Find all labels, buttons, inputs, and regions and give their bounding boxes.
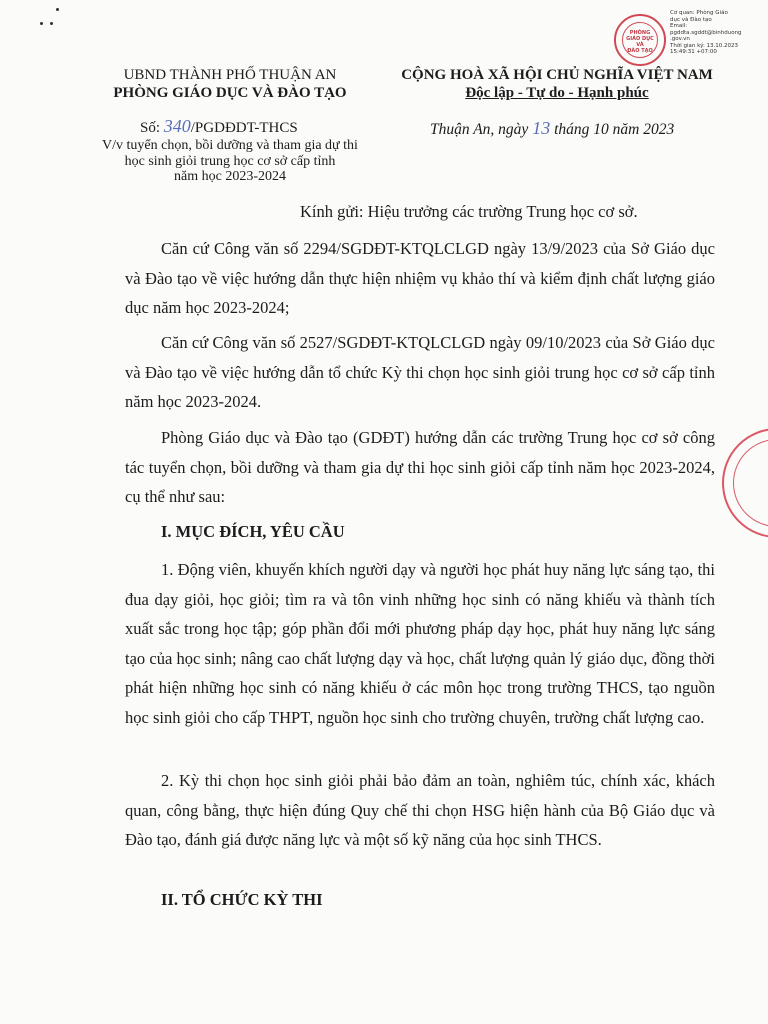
national-motto: Độc lập - Tự do - Hạnh phúc	[465, 85, 649, 101]
date-day-handwritten: 13	[532, 118, 551, 138]
date-suffix: tháng 10 năm 2023	[554, 121, 675, 138]
subject-line: năm học 2023-2024	[174, 169, 286, 184]
agency-header	[88, 66, 372, 102]
body-paragraph: Phòng Giáo dục và Đào tạo (GDĐT) hướng dẫn các trường Trung học cơ sở công tác tuyển chọn, bồi dưỡng và tham gia dự thi học sinh giỏi cấp tỉnh năm học 2023-2024, cụ thể như sau:	[125, 428, 715, 506]
signature-info-line: Thời gian ký: 13.10.2023	[670, 42, 739, 49]
doc-number-prefix: Số:	[140, 120, 161, 136]
doc-number-suffix: /PGDĐDT-THCS	[190, 120, 298, 136]
date-prefix: Thuận An, ngày	[430, 121, 529, 138]
scan-speck	[40, 22, 43, 25]
document-subject	[88, 138, 372, 185]
agency-line-2: PHÒNG GIÁO DỤC VÀ ĐÀO TẠO	[113, 85, 347, 101]
section-heading: I. MỤC ĐÍCH, YÊU CẦU	[161, 522, 345, 541]
document-date	[430, 118, 674, 139]
signature-info-line: Email:	[670, 23, 688, 29]
body-paragraph: Căn cứ Công văn số 2527/SGDĐT-KTQLCLGD ngày 09/10/2023 của Sở Giáo dục và Đào tạo về việc hướng dẫn tổ chức Kỳ thi chọn học sinh giỏi trung học cơ sở cấp tỉnh năm học 2023-2024.	[125, 333, 715, 411]
signature-info-line: .gov.vn	[670, 36, 690, 42]
seal-text-line: ĐÀO TẠO	[627, 48, 653, 54]
agency-line-1: UBND THÀNH PHỐ THUẬN AN	[123, 67, 337, 83]
seal-text-line: PHÒNG	[629, 30, 651, 36]
signature-info-line: 15:49:31 +07:00	[670, 49, 717, 55]
signature-info-line: Cơ quan: Phòng Giáo	[670, 10, 728, 16]
digital-signature-info	[670, 10, 764, 56]
doc-number-handwritten: 340	[163, 116, 191, 136]
national-header	[372, 66, 742, 102]
republic-title: CỘNG HOÀ XÃ HỘI CHỦ NGHĨA VIỆT NAM	[401, 67, 713, 83]
subject-line: V/v tuyển chọn, bồi dưỡng và tham gia dự thi	[102, 138, 358, 153]
digital-signature-seal	[614, 14, 666, 66]
subject-line: học sinh giỏi trung học cơ sở cấp tỉnh	[124, 153, 336, 169]
signature-info-line: dục và Đào tạo	[670, 16, 712, 23]
section-heading: II. TỔ CHỨC KỲ THI	[161, 890, 323, 909]
document-number	[140, 116, 298, 137]
scan-speck	[50, 22, 53, 25]
section-item: 1. Động viên, khuyến khích người dạy và người học phát huy năng lực sáng tạo, thi đua dạy giỏi, học giỏi; tìm ra và tôn vinh những học sinh có năng khiếu và thành tích xuất sắc trong học tập; góp phần đổi mới phương pháp dạy học, phát huy năng lực sáng tạo của học sinh; nâng cao chất lượng dạy và học, chất lượng quản lý giáo dục, đồng thời phát hiện những học sinh có năng khiếu ở các môn học trong trường THCS, tạo nguồn học sinh giỏi cho cấp THPT, nguồn học sinh cho trường chuyên, trường chất lượng cao.	[125, 560, 715, 727]
seal-text-line: VÀ	[636, 42, 644, 48]
signature-info-line: pgddta.sgddt@binhduong	[670, 29, 742, 36]
scan-speck	[56, 8, 59, 11]
body-paragraph: Căn cứ Công văn số 2294/SGDĐT-KTQLCLGD ngày 13/9/2023 của Sở Giáo dục và Đào tạo về việc hướng dẫn thực hiện nhiệm vụ khảo thí và kiểm định chất lượng giáo dục năm học 2023-2024;	[125, 239, 715, 317]
red-seal-stamp	[722, 428, 768, 538]
seal-text-line: GIÁO DỤC	[626, 36, 654, 42]
recipient-line: Kính gửi: Hiệu trưởng các trường Trung học cơ sở.	[300, 202, 638, 221]
section-item: 2. Kỳ thi chọn học sinh giỏi phải bảo đảm an toàn, nghiêm túc, chính xác, khách quan, công bằng, thực hiện đúng Quy chế thi chọn HSG hiện hành của Bộ Giáo dục và Đào tạo, đánh giá được năng lực và một số kỹ năng của học sinh THCS.	[125, 771, 715, 849]
